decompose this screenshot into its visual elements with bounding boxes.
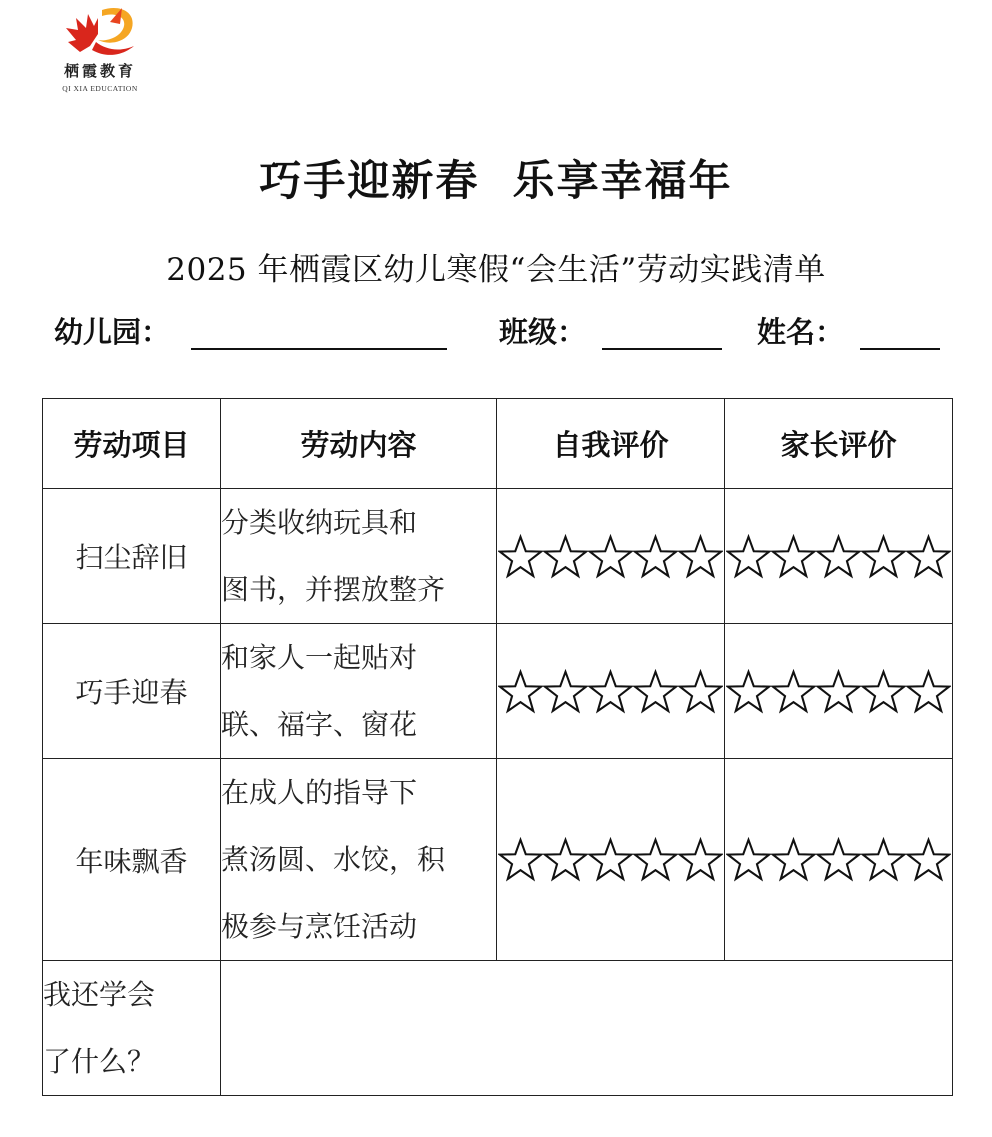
- star-rating: [497, 534, 724, 579]
- star-outline-icon[interactable]: [726, 837, 771, 882]
- content-line: 煮汤圆、水饺，积: [221, 843, 446, 876]
- self-rating: [497, 759, 725, 961]
- star-rating: [497, 837, 724, 882]
- star-outline-icon[interactable]: [498, 669, 543, 714]
- self-rating: [497, 489, 725, 624]
- name-field[interactable]: [860, 348, 940, 350]
- star-rating: [497, 669, 724, 714]
- parent-rating: [725, 759, 953, 961]
- star-outline-icon[interactable]: [726, 534, 771, 579]
- header-parent-evaluation: 家长评价: [725, 399, 953, 489]
- parent-rating: [725, 489, 953, 624]
- name-label: 姓名：: [757, 315, 845, 349]
- learned-answer-area[interactable]: [221, 961, 953, 1096]
- info-fields: [54, 310, 954, 356]
- star-outline-icon[interactable]: [543, 669, 588, 714]
- star-outline-icon[interactable]: [633, 837, 678, 882]
- star-outline-icon[interactable]: [678, 837, 723, 882]
- star-outline-icon[interactable]: [906, 669, 951, 714]
- qixia-education-logo-icon: [62, 2, 138, 60]
- star-outline-icon[interactable]: [906, 837, 951, 882]
- star-outline-icon[interactable]: [588, 669, 633, 714]
- labor-item: 巧手迎春: [43, 624, 221, 759]
- star-rating: [725, 837, 952, 882]
- labor-content: [221, 489, 497, 624]
- star-rating: [725, 534, 952, 579]
- star-outline-icon[interactable]: [816, 837, 861, 882]
- page-subtitle: 2025 年栖霞区幼儿寒假“会生活”劳动实践清单: [166, 252, 826, 288]
- page-title: 巧手迎新春 乐享幸福年: [259, 156, 733, 205]
- star-outline-icon[interactable]: [633, 534, 678, 579]
- star-outline-icon[interactable]: [543, 534, 588, 579]
- star-rating: [725, 669, 952, 714]
- self-rating: [497, 624, 725, 759]
- star-outline-icon[interactable]: [498, 534, 543, 579]
- labor-item: 扫尘辞旧: [43, 489, 221, 624]
- question-line: 了什么？: [43, 1045, 156, 1078]
- star-outline-icon[interactable]: [861, 534, 906, 579]
- star-outline-icon[interactable]: [588, 534, 633, 579]
- logo-name-en: QI XIA EDUCATION: [62, 84, 138, 93]
- labor-content: [221, 759, 497, 961]
- star-outline-icon[interactable]: [816, 669, 861, 714]
- content-line: 极参与烹饪活动: [221, 910, 418, 943]
- header-content: 劳动内容: [221, 399, 497, 489]
- star-outline-icon[interactable]: [678, 669, 723, 714]
- star-outline-icon[interactable]: [633, 669, 678, 714]
- class-label: 班级：: [499, 315, 587, 349]
- class-field[interactable]: [602, 348, 722, 350]
- star-outline-icon[interactable]: [771, 669, 816, 714]
- table-row: [43, 489, 953, 624]
- labor-practice-table: [42, 398, 953, 1096]
- content-line: 和家人一起贴对: [221, 641, 418, 674]
- content-line: 分类收纳玩具和: [221, 506, 418, 539]
- logo: [50, 0, 150, 98]
- star-outline-icon[interactable]: [498, 837, 543, 882]
- star-outline-icon[interactable]: [771, 534, 816, 579]
- question-line: 我还学会: [43, 978, 156, 1011]
- star-outline-icon[interactable]: [816, 534, 861, 579]
- star-outline-icon[interactable]: [771, 837, 816, 882]
- star-outline-icon[interactable]: [588, 837, 633, 882]
- header-self-evaluation: 自我评价: [497, 399, 725, 489]
- learned-question: [43, 961, 221, 1096]
- content-line: 在成人的指导下: [221, 776, 418, 809]
- star-outline-icon[interactable]: [678, 534, 723, 579]
- star-outline-icon[interactable]: [543, 837, 588, 882]
- content-line: 图书，并摆放整齐: [221, 573, 446, 606]
- table-row: [43, 624, 953, 759]
- table-row: [43, 961, 953, 1096]
- table-header-row: [43, 399, 953, 489]
- table-row: [43, 759, 953, 961]
- content-line: 联、福字、窗花: [221, 708, 418, 741]
- labor-content: [221, 624, 497, 759]
- star-outline-icon[interactable]: [861, 669, 906, 714]
- labor-item: 年味飘香: [43, 759, 221, 961]
- parent-rating: [725, 624, 953, 759]
- header-item: 劳动项目: [43, 399, 221, 489]
- star-outline-icon[interactable]: [726, 669, 771, 714]
- star-outline-icon[interactable]: [861, 837, 906, 882]
- kindergarten-label: 幼儿园：: [54, 315, 171, 349]
- logo-name-cn: 栖霞教育: [63, 62, 136, 80]
- star-outline-icon[interactable]: [906, 534, 951, 579]
- kindergarten-field[interactable]: [191, 348, 447, 350]
